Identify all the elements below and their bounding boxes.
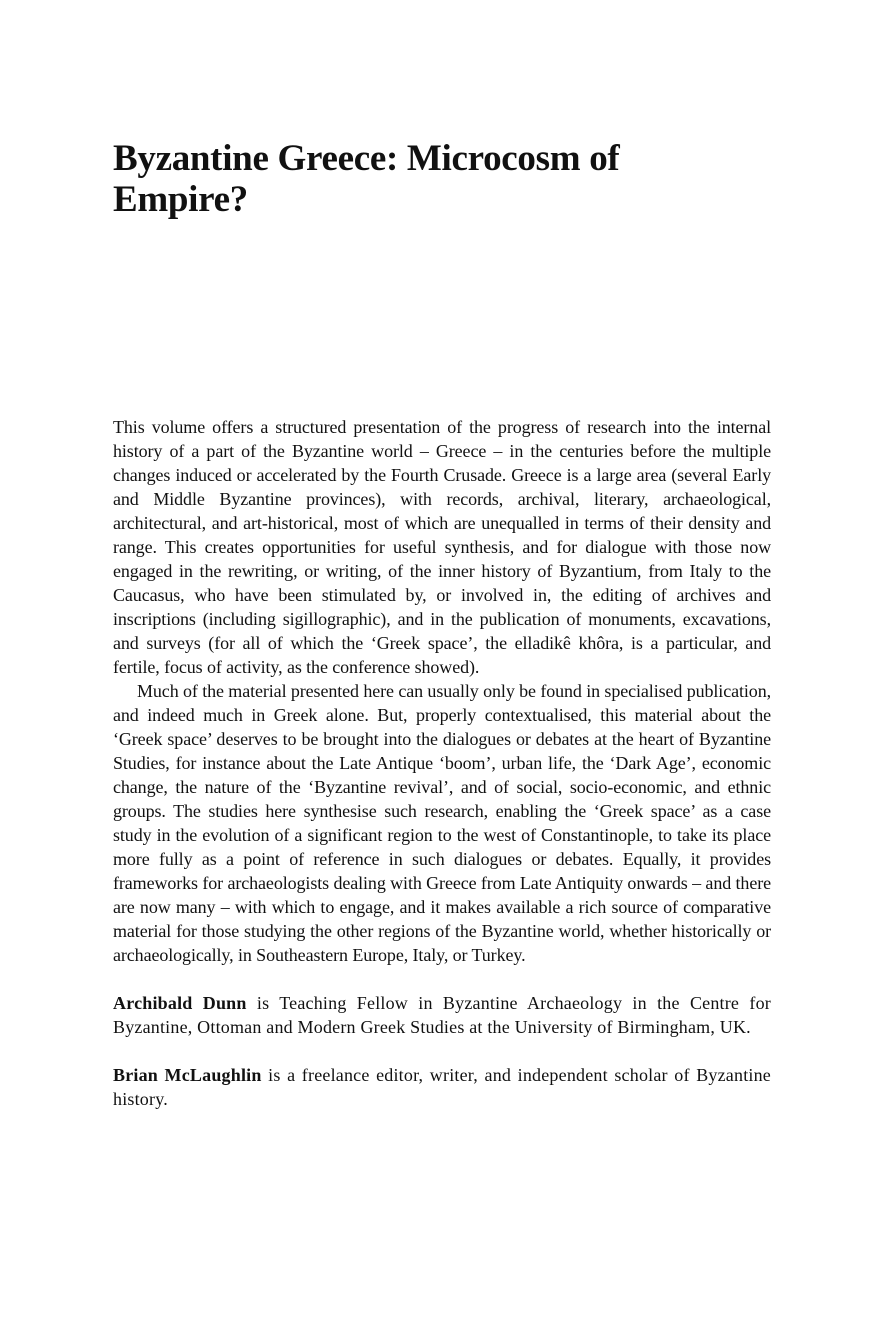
author-bio-mclaughlin bbox=[113, 1063, 771, 1111]
blurb bbox=[113, 415, 771, 1111]
author-bio-text: is Teaching Fellow in Byzantine Archaeology in the Centre for Byzantine, Ottoman and Modern Greek Studies at the University of Birmingham, UK. bbox=[113, 993, 771, 1037]
author-bio-text: is a freelance editor, writer, and independent scholar of Byzantine history. bbox=[113, 1065, 771, 1109]
author-bio-dunn bbox=[113, 991, 771, 1039]
blurb-paragraph-1: This volume offers a structured presentation of the progress of research into the internal history of a part of the Byzantine world – Greece – in the centuries before the multiple changes induced or accelerated by the Fourth Crusade. Greece is a large area (several Early and Middle Byzantine provinces), with records, archival, literary, archaeological, architectural, and art-historical, most of which are unequalled in terms of their density and range. This creates opportunities for useful synthesis, and for dialogue with those now engaged in the rewriting, or writing, of the inner history of Byzantium, from Italy to the Caucasus, who have been stimulated by, or involved in, the editing of archives and inscriptions (including sigillographic), and in the publication of monuments, excavations, and surveys (for all of which the ‘Greek space’, the elladikê khôra, is a particular, and fertile, focus of activity, as the conference showed). bbox=[113, 417, 771, 677]
author-name: Brian McLaughlin bbox=[113, 1065, 262, 1085]
blurb-paragraph-2: Much of the material presented here can usually only be found in specialised publication, and indeed much in Greek alone. But, properly contextualised, this material about the ‘Greek space’ deserves to be brought into the dialogues or debates at the heart of Byzantine Studies, for instance about the Late Antique ‘boom’, urban life, the ‘Dark Age’, economic change, the nature of the ‘Byzantine revival’, and of social, socio-economic, and ethnic groups. The studies here synthesise such research, enabling the ‘Greek space’ as a case study in the evolution of a significant region to the west of Constantinople, to take its place more fully as a point of reference in such dialogues or debates. Equally, it provides frameworks for archaeologists dealing with Greece from Late Antiquity onwards – and there are now many – with which to engage, and it makes available a rich source of comparative material for those studying the other regions of the Byzantine world, whether historically or archaeologically, in Southeastern Europe, Italy, or Turkey. bbox=[113, 681, 771, 965]
book-title: Byzantine Greece: Microcosm of Empire? bbox=[113, 138, 620, 220]
author-name: Archibald Dunn bbox=[113, 993, 247, 1013]
